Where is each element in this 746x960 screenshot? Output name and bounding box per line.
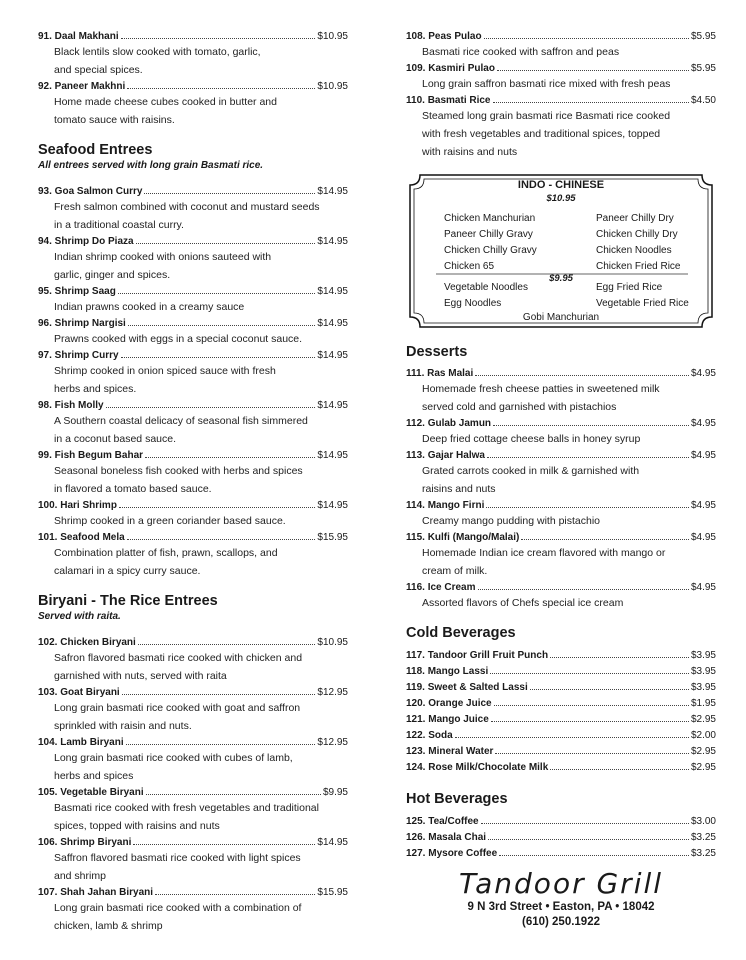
- menu-item-price: $9.95: [322, 787, 348, 798]
- menu-item-description: in a traditional coastal curry.: [54, 219, 184, 231]
- menu-item-description: Long grain saffron basmati rice mixed with fresh peas: [422, 78, 671, 90]
- leader-dots: [121, 357, 316, 358]
- menu-item: [406, 449, 716, 498]
- menu-item-description: sprinkled with raisin and nuts.: [54, 720, 192, 732]
- left-column: [38, 30, 348, 936]
- menu-item-description: Grated carrots cooked in milk & garnished with: [422, 465, 640, 477]
- menu-item-description: cream of milk.: [422, 565, 488, 577]
- menu-item: [38, 736, 348, 785]
- menu-item: [38, 399, 348, 448]
- leader-dots: [491, 721, 689, 722]
- menu-item-description: Fresh salmon combined with coconut and mustard seeds: [54, 201, 320, 213]
- menu-item-price: $5.95: [690, 63, 716, 74]
- indo-item: Chicken Chilly Gravy: [444, 245, 537, 256]
- indo-list-left-1: [444, 211, 537, 275]
- leader-dots: [493, 102, 689, 103]
- menu-item-price: $10.95: [317, 81, 348, 92]
- leader-dots: [127, 88, 315, 89]
- menu-item-price: $14.95: [317, 236, 348, 247]
- menu-item-price: $4.95: [690, 582, 716, 593]
- seafood-subtitle: All entrees served with long grain Basmati rice.: [38, 160, 264, 171]
- menu-item-description: Basmati rice cooked with saffron and peas: [422, 46, 620, 58]
- leader-dots: [118, 293, 316, 294]
- menu-item-name: 110. Basmati Rice: [406, 95, 491, 106]
- menu-item-description: Seasonal boneless fish cooked with herbs and spices: [54, 465, 303, 477]
- menu-item-name: 118. Mango Lassi: [406, 666, 489, 677]
- menu-item-price: $3.95: [690, 666, 716, 677]
- indo-item: Vegetable Noodles: [444, 282, 528, 293]
- menu-item-description: spices, topped with raisins and nuts: [54, 820, 220, 832]
- leader-dots: [138, 644, 316, 645]
- leader-dots: [495, 753, 689, 754]
- leader-dots: [497, 70, 689, 71]
- seafood-title: Seafood Entrees: [38, 142, 153, 158]
- menu-item-price: $2.95: [690, 762, 716, 773]
- menu-item-price: $2.95: [690, 714, 716, 725]
- restaurant-footer: [406, 868, 716, 930]
- menu-item: [38, 349, 348, 398]
- leader-dots: [455, 737, 689, 738]
- cold-beverages-group: [406, 648, 716, 776]
- leader-dots: [121, 38, 316, 39]
- menu-item: [406, 728, 716, 744]
- leader-dots: [488, 839, 689, 840]
- menu-item-name: 114. Mango Firni: [406, 500, 485, 511]
- menu-item-price: $4.95: [690, 418, 716, 429]
- menu-item-description: with fresh vegetables and traditional spices, topped: [422, 128, 661, 140]
- indo-chinese-price-2: $9.95: [549, 273, 573, 284]
- leader-dots: [486, 507, 689, 508]
- indo-chinese-content: [406, 171, 716, 331]
- menu-item-name: 122. Soda: [406, 730, 453, 741]
- menu-item: [38, 185, 348, 234]
- leader-dots: [122, 694, 316, 695]
- menu-item-name: 109. Kasmiri Pulao: [406, 63, 495, 74]
- menu-item-price: $14.95: [317, 400, 348, 411]
- menu-item-description: Deep fried cottage cheese balls in honey syrup: [422, 433, 641, 445]
- menu-item-price: $3.00: [690, 816, 716, 827]
- menu-item: [38, 449, 348, 498]
- menu-item: [406, 696, 716, 712]
- indo-list-left-2: [444, 280, 528, 312]
- menu-item-name: 127. Mysore Coffee: [406, 848, 498, 859]
- menu-item-name: 103. Goat Biryani: [38, 687, 120, 698]
- indo-chinese-box: [406, 171, 716, 331]
- menu-item-price: $12.95: [317, 737, 348, 748]
- menu-item-name: 98. Fish Molly: [38, 400, 104, 411]
- menu-item-description: Creamy mango pudding with pistachio: [422, 515, 601, 527]
- menu-item: [38, 886, 348, 935]
- menu-item-name: 104. Lamb Biryani: [38, 737, 124, 748]
- desserts-items-group: [406, 367, 716, 612]
- menu-item-name: 96. Shrimp Nargisi: [38, 318, 126, 329]
- menu-item-description: Long grain basmati rice cooked with a combination of: [54, 902, 302, 914]
- biryani-items-group: [38, 636, 348, 935]
- menu-item: [406, 417, 716, 448]
- menu-item: [38, 836, 348, 885]
- leader-dots: [490, 673, 689, 674]
- menu-item-name: 119. Sweet & Salted Lassi: [406, 682, 528, 693]
- indo-list-right-2: [596, 280, 689, 312]
- menu-item-name: 120. Orange Juice: [406, 698, 492, 709]
- menu-item: [38, 80, 348, 129]
- leader-dots: [144, 193, 315, 194]
- menu-item: [38, 531, 348, 580]
- restaurant-logo: Tandoor Grill: [458, 867, 664, 900]
- leader-dots: [530, 689, 689, 690]
- leader-dots: [119, 507, 315, 508]
- menu-item-description: Homemade Indian ice cream flavored with mango or: [422, 547, 666, 559]
- leader-dots: [484, 38, 689, 39]
- leader-dots: [127, 539, 316, 540]
- hot-beverages-group: [406, 814, 716, 862]
- menu-item-name: 124. Rose Milk/Chocolate Milk: [406, 762, 549, 773]
- menu-item-description: Indian prawns cooked in a creamy sauce: [54, 301, 245, 313]
- leader-dots: [145, 457, 315, 458]
- menu-item-description: A Southern coastal delicacy of seasonal fish simmered: [54, 415, 308, 427]
- menu-item-description: Long grain basmati rice cooked with goat and saffron: [54, 702, 301, 714]
- leader-dots: [499, 855, 689, 856]
- menu-item-price: $3.25: [690, 848, 716, 859]
- menu-item: [38, 317, 348, 348]
- menu-item: [38, 235, 348, 284]
- menu-item: [406, 94, 716, 161]
- indo-item: Egg Noodles: [444, 298, 502, 309]
- menu-item-price: $14.95: [317, 350, 348, 361]
- menu-item: [406, 648, 716, 664]
- menu-item: [406, 846, 716, 862]
- menu-item-price: $3.95: [690, 682, 716, 693]
- indo-chinese-price-1: $10.95: [546, 193, 576, 204]
- leader-dots: [475, 375, 689, 376]
- menu-item-price: $2.95: [690, 746, 716, 757]
- menu-item: [38, 686, 348, 735]
- menu-item: [406, 367, 716, 416]
- menu-item-price: $15.95: [317, 887, 348, 898]
- menu-item-name: 108. Peas Pulao: [406, 31, 482, 42]
- rice-items-group: [406, 30, 716, 161]
- leader-dots: [136, 243, 316, 244]
- leader-dots: [146, 794, 321, 795]
- menu-item: [38, 499, 348, 530]
- menu-item-name: 93. Goa Salmon Curry: [38, 186, 143, 197]
- indo-chinese-title: INDO - CHINESE: [517, 179, 605, 191]
- menu-item: [406, 680, 716, 696]
- indo-item: Paneer Chilly Gravy: [444, 229, 533, 240]
- leader-dots: [133, 844, 315, 845]
- menu-item-name: 97. Shrimp Curry: [38, 350, 119, 361]
- menu-item-name: 91. Daal Makhani: [38, 31, 119, 42]
- menu-item-description: raisins and nuts: [422, 483, 496, 495]
- menu-item-description: Steamed long grain basmati rice Basmati rice cooked: [422, 110, 671, 122]
- menu-item-name: 92. Paneer Makhni: [38, 81, 126, 92]
- menu-item-price: $5.95: [690, 31, 716, 42]
- menu-item-description: chicken, lamb & shrimp: [54, 920, 163, 932]
- leader-dots: [521, 539, 689, 540]
- menu-item-description: Long grain basmati rice cooked with cubes of lamb,: [54, 752, 293, 764]
- menu-item: [406, 581, 716, 612]
- menu-item-description: Homemade fresh cheese patties in sweetened milk: [422, 383, 660, 395]
- menu-item-description: garlic, ginger and spices.: [54, 269, 171, 281]
- menu-item-name: 95. Shrimp Saag: [38, 286, 116, 297]
- menu-item-price: $14.95: [317, 318, 348, 329]
- menu-item-description: Home made cheese cubes cooked in butter and: [54, 96, 277, 108]
- leader-dots: [106, 407, 316, 408]
- menu-item-description: in flavored a tomato based sauce.: [54, 483, 212, 495]
- menu-item-price: $10.95: [317, 31, 348, 42]
- menu-item-description: herbs and spices: [54, 770, 134, 782]
- indo-item: Egg Fried Rice: [596, 282, 663, 293]
- menu-item-name: 116. Ice Cream: [406, 582, 476, 593]
- menu-item: [406, 712, 716, 728]
- menu-item: [406, 30, 716, 61]
- menu-item-name: 117. Tandoor Grill Fruit Punch: [406, 650, 549, 661]
- indo-item: Chicken Chilly Dry: [596, 229, 678, 240]
- indo-item: Chicken 65: [444, 261, 495, 272]
- menu-item-description: Shrimp cooked in onion spiced sauce with fresh: [54, 365, 276, 377]
- menu-item-name: 123. Mineral Water: [406, 746, 494, 757]
- leader-dots: [487, 457, 689, 458]
- menu-item-name: 111. Ras Malai: [406, 368, 474, 379]
- leader-dots: [550, 769, 689, 770]
- menu-item-name: 105. Vegetable Biryani: [38, 787, 144, 798]
- leader-dots: [155, 894, 315, 895]
- menu-item-price: $2.00: [690, 730, 716, 741]
- seafood-items-group: [38, 185, 348, 580]
- indo-item: Paneer Chilly Dry: [596, 213, 674, 224]
- menu-item: [406, 62, 716, 93]
- indo-item: Vegetable Fried Rice: [596, 298, 689, 309]
- leader-dots: [126, 744, 316, 745]
- menu-item-description: served cold and garnished with pistachios: [422, 401, 617, 413]
- menu-item-description: Shrimp cooked in a green coriander based sauce.: [54, 515, 286, 527]
- menu-item-description: in a coconut based sauce.: [54, 433, 177, 445]
- cold-beverages-title: Cold Beverages: [406, 625, 516, 641]
- menu-item: [406, 531, 716, 580]
- menu-item: [38, 30, 348, 79]
- menu-item-name: 100. Hari Shrimp: [38, 500, 117, 511]
- menu-item-description: calamari in a spicy curry sauce.: [54, 565, 201, 577]
- veg-items-group: [38, 30, 348, 129]
- menu-item-price: $14.95: [317, 500, 348, 511]
- menu-item-description: Safron flavored basmati rice cooked with chicken and: [54, 652, 303, 664]
- indo-item-gobi-manchurian: Gobi Manchurian: [522, 312, 600, 323]
- menu-item-description: with raisins and nuts: [422, 146, 518, 158]
- restaurant-address: 9 N 3rd Street • Easton, PA • 18042: [467, 901, 655, 913]
- menu-item: [406, 664, 716, 680]
- leader-dots: [128, 325, 316, 326]
- menu-item-description: and shrimp: [54, 870, 106, 882]
- menu-item: [406, 499, 716, 530]
- menu-item-price: $4.95: [690, 500, 716, 511]
- restaurant-phone: (610) 250.1922: [521, 916, 600, 928]
- right-column: [406, 30, 716, 862]
- menu-item-description: garnished with nuts, served with raita: [54, 670, 227, 682]
- menu-item-name: 115. Kulfi (Mango/Malai): [406, 532, 520, 543]
- menu-item-price: $15.95: [317, 532, 348, 543]
- indo-item: Chicken Manchurian: [444, 213, 536, 224]
- menu-item-description: Combination platter of fish, prawn, scallops, and: [54, 547, 278, 559]
- menu-item-description: Basmati rice cooked with fresh vegetables and traditional: [54, 802, 319, 814]
- menu-item-name: 121. Mango Juice: [406, 714, 489, 725]
- menu-item-price: $4.50: [690, 95, 716, 106]
- menu-item-name: 113. Gajar Halwa: [406, 450, 485, 461]
- indo-item: Chicken Fried Rice: [596, 261, 681, 272]
- hot-beverages-title: Hot Beverages: [406, 791, 508, 807]
- menu-item: [406, 830, 716, 846]
- indo-list-right-1: [596, 211, 680, 275]
- menu-item-name: 99. Fish Begum Bahar: [38, 450, 144, 461]
- menu-item-price: $14.95: [317, 450, 348, 461]
- leader-dots: [494, 705, 689, 706]
- menu-item-name: 101. Seafood Mela: [38, 532, 125, 543]
- desserts-title: Desserts: [406, 344, 468, 360]
- leader-dots: [478, 589, 689, 590]
- leader-dots: [550, 657, 689, 658]
- menu-item: [406, 744, 716, 760]
- menu-item-description: and special spices.: [54, 64, 143, 76]
- leader-dots: [481, 823, 689, 824]
- menu-item-price: $3.25: [690, 832, 716, 843]
- leader-dots: [493, 425, 689, 426]
- menu-item-description: tomato sauce with raisins.: [54, 114, 175, 126]
- menu-item-description: Assorted flavors of Chefs special ice cream: [422, 597, 624, 609]
- menu-item-name: 112. Gulab Jamun: [406, 418, 492, 429]
- menu-item-name: 125. Tea/Coffee: [406, 816, 479, 827]
- menu-item: [38, 285, 348, 316]
- menu-item-description: herbs and spices.: [54, 383, 137, 395]
- menu-item-price: $3.95: [690, 650, 716, 661]
- menu-item-price: $14.95: [317, 286, 348, 297]
- menu-item-price: $14.95: [317, 186, 348, 197]
- menu-item-description: Prawns cooked with eggs in a special coconut sauce.: [54, 333, 303, 345]
- menu-item-name: 107. Shah Jahan Biryani: [38, 887, 154, 898]
- menu-item-description: Saffron flavored basmati rice cooked with light spices: [54, 852, 301, 864]
- menu-item-name: 94. Shrimp Do Piaza: [38, 236, 134, 247]
- menu-item: [406, 814, 716, 830]
- menu-item-description: Indian shrimp cooked with onions sauteed with: [54, 251, 272, 263]
- menu-item-price: $4.95: [690, 368, 716, 379]
- menu-item-name: 102. Chicken Biryani: [38, 637, 136, 648]
- menu-item-price: $1.95: [690, 698, 716, 709]
- biryani-title: Biryani - The Rice Entrees: [38, 593, 218, 609]
- menu-item-price: $4.95: [690, 532, 716, 543]
- menu-item-price: $14.95: [317, 837, 348, 848]
- menu-item-price: $10.95: [317, 637, 348, 648]
- menu-item-price: $12.95: [317, 687, 348, 698]
- menu-item-name: 106. Shrimp Biryani: [38, 837, 132, 848]
- menu-item-price: $4.95: [690, 450, 716, 461]
- biryani-subtitle: Served with raita.: [38, 611, 121, 622]
- menu-item: [38, 786, 348, 835]
- menu-item-description: Black lentils slow cooked with tomato, garlic,: [54, 46, 261, 58]
- menu-item: [38, 636, 348, 685]
- menu-item-name: 126. Masala Chai: [406, 832, 487, 843]
- indo-item: Chicken Noodles: [596, 245, 672, 256]
- menu-item: [406, 760, 716, 776]
